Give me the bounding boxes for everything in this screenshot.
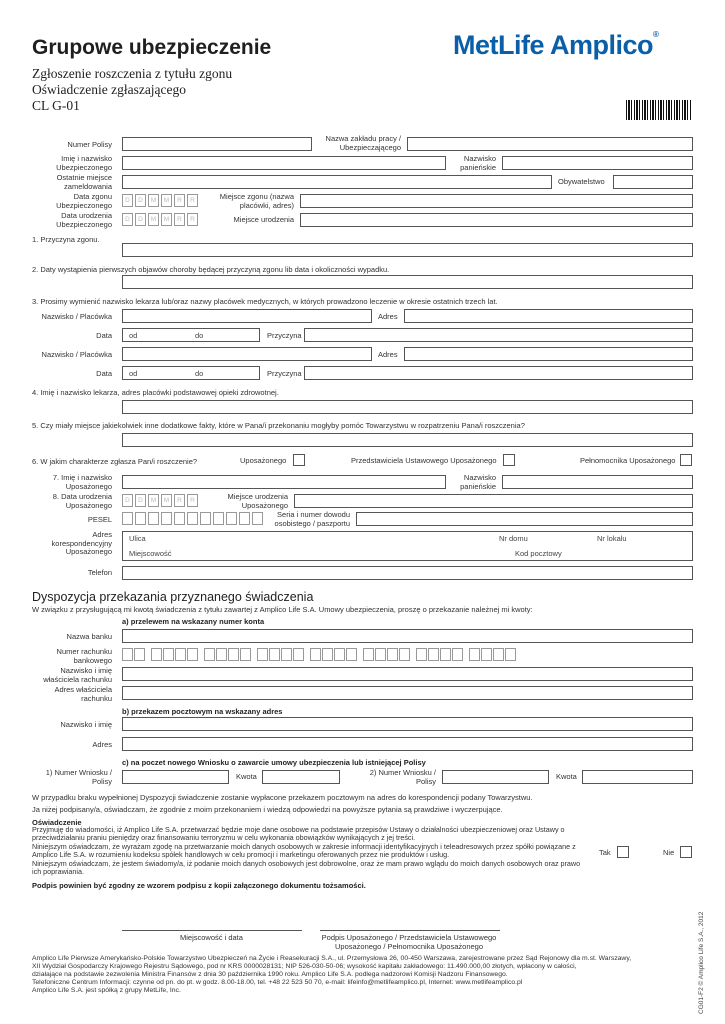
statement-p2: Niniejszym oświadczam, że wyrażam zgodę na przetwarzanie moich danych osobowych w zakresie informacji identyfikacyjnych i teleadresowych przez spółki powiązane z Amplico Life S.A. w rozumieniu kodeksu spółek handlowych w celu promocji i marketingu oferowanych przez nie produktów i usług. bbox=[32, 842, 576, 860]
q7-input[interactable] bbox=[122, 475, 446, 489]
death-date-label: Data zgonu Ubezpieczonego bbox=[56, 192, 112, 210]
q7-maiden-label: Nazwisko panieńskie bbox=[460, 473, 496, 491]
date-cell[interactable]: D bbox=[122, 213, 133, 226]
owner-input[interactable] bbox=[122, 667, 693, 681]
date-cell[interactable]: M bbox=[161, 494, 172, 507]
date-cell[interactable]: M bbox=[148, 494, 159, 507]
pesel-cell[interactable] bbox=[226, 512, 237, 525]
date-cell[interactable]: M bbox=[161, 194, 172, 207]
b-name-label: Nazwisko i imię bbox=[60, 720, 112, 729]
statement-p1: Przyjmuję do wiadomości, iż Amplico Life S.A. przetwarzać będzie moje dane osobowe na podstawie przepisów Ustawy o działalności ubezpieczeniowej oraz Ustawy o przeciwdziałaniu praniu pieniędzy oraz finansowaniu terroryzmu w celu wykonania obowiązków wynikających z jej treści. bbox=[32, 825, 565, 843]
employer-input[interactable] bbox=[407, 137, 693, 151]
pesel-cell[interactable] bbox=[213, 512, 224, 525]
statement-p3: Niniejszym oświadczam, że jestem świadomy/a, iż podanie moich danych osobowych jest dobrowolne, oraz że mam prawo wglądu do moich danych osobowych oraz prawo ich poprawiania. bbox=[32, 859, 581, 877]
pesel-cell[interactable] bbox=[174, 512, 185, 525]
owner-label: Nazwisko i imię właściciela rachunku bbox=[43, 666, 112, 684]
birth-date-label: Data urodzenia Ubezpieczonego bbox=[56, 211, 112, 229]
q5-input[interactable] bbox=[122, 433, 693, 447]
q3-date-label: Data bbox=[96, 369, 112, 378]
c2-amount-input[interactable] bbox=[582, 770, 693, 784]
page-title: Grupowe ubezpieczenie bbox=[32, 36, 272, 59]
address-label: Ostatnie miejsce zameldowania bbox=[56, 173, 112, 191]
payout-note-1: W przypadku braku wypełnionej Dyspozycji świadczenie zostanie wypłacone przekazem pocztowym na adres do korespondencji podany Towarzystwu. bbox=[32, 793, 533, 802]
pesel-cell[interactable] bbox=[148, 512, 159, 525]
account-cell[interactable] bbox=[204, 648, 215, 661]
date-cell[interactable]: D bbox=[135, 194, 146, 207]
q8-place-label: Miejsce urodzenia Uposażonego bbox=[227, 492, 288, 510]
account-cell[interactable] bbox=[363, 648, 374, 661]
q3-name-input-1[interactable] bbox=[122, 309, 372, 323]
q3-date-input-2[interactable]: od do bbox=[122, 366, 260, 380]
insured-maiden-input[interactable] bbox=[502, 156, 693, 170]
insured-name-label: Imię i nazwisko Ubezpieczonego bbox=[56, 154, 112, 172]
bank-input[interactable] bbox=[122, 629, 693, 643]
id-doc-input[interactable] bbox=[356, 512, 693, 526]
phone-input[interactable] bbox=[122, 566, 693, 580]
q3-date-input-1[interactable]: od do bbox=[122, 328, 260, 342]
id-doc-label: Seria i numer dowodu osobistego / paszportu bbox=[274, 510, 350, 528]
consent-no-checkbox[interactable] bbox=[680, 846, 692, 858]
account-cell[interactable] bbox=[240, 648, 251, 661]
account-cell[interactable] bbox=[375, 648, 386, 661]
q6-text: 6. W jakim charakterze zgłasza Pan/i roszczenie? bbox=[32, 457, 198, 466]
death-date-cells[interactable] bbox=[122, 194, 198, 207]
date-cell[interactable]: M bbox=[148, 213, 159, 226]
q6-opt2-checkbox[interactable] bbox=[503, 454, 515, 466]
c2-input[interactable] bbox=[442, 770, 549, 784]
payout-a: a) przelewem na wskazany numer konta bbox=[122, 617, 265, 626]
b-name-input[interactable] bbox=[122, 717, 693, 731]
phone-label: Telefon bbox=[87, 568, 112, 577]
payout-title: Dyspozycja przekazania przyznanego świadczenia bbox=[32, 590, 314, 604]
account-cell[interactable] bbox=[346, 648, 357, 661]
q2-text: 2. Daty wystąpienia pierwszych objawów choroby będącej przyczyną zgonu lib data i okoliczności wypadku. bbox=[32, 265, 390, 274]
date-cell[interactable]: D bbox=[122, 194, 133, 207]
date-cell[interactable]: R bbox=[174, 213, 185, 226]
death-place-label: Miejsce zgonu (nazwa placówki, adres) bbox=[219, 192, 294, 210]
account-cell[interactable] bbox=[281, 648, 292, 661]
owner-addr-label: Adres właściciela rachunku bbox=[54, 685, 112, 703]
insured-maiden-label: Nazwisko panieńskie bbox=[460, 154, 496, 172]
account-cells[interactable] bbox=[122, 648, 516, 661]
pesel-cell[interactable] bbox=[187, 512, 198, 525]
q4-text: 4. Imię i nazwisko lekarza, adres placówki podstawowej opieki zdrowotnej. bbox=[32, 388, 279, 397]
insured-name-input[interactable] bbox=[122, 156, 446, 170]
account-cell[interactable] bbox=[493, 648, 504, 661]
account-cell[interactable] bbox=[416, 648, 427, 661]
account-cell[interactable] bbox=[175, 648, 186, 661]
birth-place-input[interactable] bbox=[300, 213, 693, 227]
q7-label: 7. Imię i nazwisko Uposażonego bbox=[52, 473, 112, 491]
account-cell[interactable] bbox=[481, 648, 492, 661]
q3-name-label: Nazwisko / Placówka bbox=[41, 312, 112, 321]
c1-label: 1) Numer Wniosku / Polisy bbox=[45, 768, 112, 786]
subtitle-2: Oświadczenie zgłaszającego bbox=[32, 82, 187, 97]
q1-text: 1. Przyczyna zgonu. bbox=[32, 235, 100, 244]
payout-intro: W związku z przysługującą mi kwotą świadczenia z tytułu zawartej z Amplico Life S.A. Umowy ubezpieczenia, proszę o przekazanie należnej mi kwoty: bbox=[32, 605, 533, 614]
account-cell[interactable] bbox=[428, 648, 439, 661]
q3-addr-label: Adres bbox=[378, 350, 398, 359]
footer-line-2: XII Wydział Gospodarczy Krajowego Rejestru Sądowego, pod nr KRS 0000028131; NIP 526-030-50-06; wysokość kapitału zakładowego: 11.490.000,00 złotych, wpłacony w całości, bbox=[32, 963, 577, 970]
signature-line[interactable] bbox=[320, 930, 500, 931]
date-cell[interactable]: D bbox=[122, 494, 133, 507]
bank-label: Nazwa banku bbox=[66, 632, 112, 641]
q3-cause-input-1[interactable] bbox=[304, 328, 693, 342]
account-cell[interactable] bbox=[134, 648, 145, 661]
date-cell[interactable]: R bbox=[174, 494, 185, 507]
account-cell[interactable] bbox=[469, 648, 480, 661]
footer bbox=[32, 955, 682, 995]
account-cell[interactable] bbox=[228, 648, 239, 661]
account-cell[interactable] bbox=[440, 648, 451, 661]
q1-input[interactable] bbox=[122, 243, 693, 257]
account-cell[interactable] bbox=[399, 648, 410, 661]
date-cell[interactable]: D bbox=[135, 213, 146, 226]
account-cell[interactable] bbox=[257, 648, 268, 661]
address-input[interactable] bbox=[122, 175, 552, 189]
date-cell[interactable]: R bbox=[187, 494, 198, 507]
account-cell[interactable] bbox=[387, 648, 398, 661]
c2-label: 2) Numer Wniosku / Polisy bbox=[369, 768, 436, 786]
account-cell[interactable] bbox=[452, 648, 463, 661]
q3-cause-label: Przyczyna bbox=[267, 369, 302, 378]
account-label: Numer rachunku bankowego bbox=[56, 647, 112, 665]
pesel-label: PESEL bbox=[87, 515, 112, 524]
payout-note-2: Ja niżej podpisany/a, oświadczam, że zgodnie z moim przekonaniem i wiedzą odpowiedzi na powyższe pytania są prawdziwe i wyczerpujące. bbox=[32, 805, 503, 814]
account-cell[interactable] bbox=[151, 648, 162, 661]
pesel-cell[interactable] bbox=[135, 512, 146, 525]
owner-addr-input[interactable] bbox=[122, 686, 693, 700]
q5-text: 5. Czy miały miejsce jakiekolwiek inne dodatkowe fakty, które w Pana/i przekonaniu mogłyby pomóc Towarzystwu w rozpatrzeniu Pana/i roszczenia? bbox=[32, 421, 525, 430]
footer-line-4: Telefoniczne Centrum Informacji: czynne od pn. do pt. w godz. 8.00-18.00, tel. +48 22 523 50 70, e-mail: lifeinfo@metlifeamplico.pl, Internet: www.metlifeamplico.pl bbox=[32, 979, 523, 986]
payout-c: c) na poczet nowego Wniosku o zawarcie umowy ubezpieczenia lub istniejącej Polisy bbox=[122, 758, 426, 767]
footer-line-1: Amplico Life Pierwsze Amerykańsko-Polskie Towarzystwo Ubezpieczeń na Życie i Reasekuracji S.A., ul. Przemysłowa 26, 00-450 Warszawa, zarejestrowane przez Sąd Rejonowy dla m.st. Warszawy, bbox=[32, 955, 632, 962]
date-cell[interactable]: R bbox=[187, 194, 198, 207]
q2-input[interactable] bbox=[122, 275, 693, 289]
account-cell[interactable] bbox=[187, 648, 198, 661]
policy-no-label: Numer Polisy bbox=[67, 140, 112, 149]
payout-b: b) przekazem pocztowym na wskazany adres bbox=[122, 707, 283, 716]
pesel-cell[interactable] bbox=[161, 512, 172, 525]
sign-note: Podpis powinien być zgodny ze wzorem podpisu z kopii załączonego dokumentu tożsamości. bbox=[32, 881, 366, 890]
q8-place-input[interactable] bbox=[294, 494, 693, 508]
date-cell[interactable]: M bbox=[161, 213, 172, 226]
subtitle-1: Zgłoszenie roszczenia z tytułu zgonu bbox=[32, 66, 233, 81]
q3-date-label: Data bbox=[96, 331, 112, 340]
q4-input[interactable] bbox=[122, 400, 693, 414]
death-place-input[interactable] bbox=[300, 194, 693, 208]
account-cell[interactable] bbox=[505, 648, 516, 661]
account-cell[interactable] bbox=[122, 648, 133, 661]
date-cell[interactable]: M bbox=[148, 194, 159, 207]
c1-input[interactable] bbox=[122, 770, 229, 784]
q6-opt3-label: Pełnomocnika Uposażonego bbox=[580, 456, 676, 465]
q3-name-label: Nazwisko / Placówka bbox=[41, 350, 112, 359]
q3-addr-input-1[interactable] bbox=[404, 309, 693, 323]
q3-name-input-2[interactable] bbox=[122, 347, 372, 361]
barcode bbox=[626, 100, 692, 120]
corr-addr-label: Adres korespondencyjny Uposażonego bbox=[51, 530, 112, 556]
account-cell[interactable] bbox=[269, 648, 280, 661]
q3-addr-input-2[interactable] bbox=[404, 347, 693, 361]
q3-cause-label: Przyczyna bbox=[267, 331, 302, 340]
policy-no-input[interactable] bbox=[122, 137, 312, 151]
form-code: CL G-01 bbox=[32, 98, 80, 113]
q6-opt1-checkbox[interactable] bbox=[293, 454, 305, 466]
signature-label: Podpis Uposażonego / Przedstawiciela Ustawowego Uposażonego / Pełnomocnika Uposażonego bbox=[321, 933, 497, 951]
employer-label: Nazwa zakładu pracy / Ubezpieczającego bbox=[325, 134, 401, 152]
account-cell[interactable] bbox=[334, 648, 345, 661]
q3-text: 3. Prosimy wymienić nazwisko lekarza lub/oraz nazwy placówek medycznych, w których prowadzono leczenie w okresie ostatnich trzech lat. bbox=[32, 297, 498, 306]
account-cell[interactable] bbox=[322, 648, 333, 661]
consent-yes-checkbox[interactable] bbox=[617, 846, 629, 858]
date-cell[interactable]: R bbox=[187, 213, 198, 226]
q3-addr-label: Adres bbox=[378, 312, 398, 321]
consent-yes-label: Tak bbox=[599, 848, 611, 857]
c1-amount-label: Kwota bbox=[236, 772, 257, 781]
birth-place-label: Miejsce urodzenia bbox=[233, 215, 294, 224]
footer-line-5: Amplico Life S.A. jest spółką z grupy MetLife, Inc. bbox=[32, 987, 181, 994]
pesel-cells[interactable] bbox=[122, 512, 263, 525]
pesel-cell[interactable] bbox=[239, 512, 250, 525]
q7-maiden-input[interactable] bbox=[502, 475, 693, 489]
account-cell[interactable] bbox=[293, 648, 304, 661]
metlife-amplico-logo: MetLife Amplico® bbox=[453, 30, 659, 60]
citizenship-input[interactable] bbox=[613, 175, 693, 189]
statement-title: Oświadczenie bbox=[32, 818, 82, 827]
account-cell[interactable] bbox=[216, 648, 227, 661]
q6-opt2-label: Przedstawiciela Ustawowego Uposażonego bbox=[351, 456, 497, 465]
birth-date-cells[interactable] bbox=[122, 213, 198, 226]
q6-opt3-checkbox[interactable] bbox=[680, 454, 692, 466]
footer-line-3: działające na podstawie zezwolenia Ministra Finansów z dnia 30 października 1990 roku. Amplico Life S.A. podlega nadzorowi Komisji Nadzoru Finansowego. bbox=[32, 971, 508, 978]
place-date-label: Miejscowość i data bbox=[180, 933, 243, 942]
c1-amount-input[interactable] bbox=[262, 770, 340, 784]
consent-no-label: Nie bbox=[663, 848, 675, 857]
side-code: CG01-F2 © Amplico Life S.A., 2012 bbox=[698, 911, 705, 1014]
b-addr-input[interactable] bbox=[122, 737, 693, 751]
q8-label: 8. Data urodzenia Uposażonego bbox=[52, 492, 112, 510]
account-cell[interactable] bbox=[163, 648, 174, 661]
pesel-cell[interactable] bbox=[200, 512, 211, 525]
citizenship-label: Obywatelstwo bbox=[558, 177, 605, 186]
date-cell[interactable]: R bbox=[174, 194, 185, 207]
account-cell[interactable] bbox=[310, 648, 321, 661]
q3-cause-input-2[interactable] bbox=[304, 366, 693, 380]
date-cell[interactable]: D bbox=[135, 494, 146, 507]
pesel-cell[interactable] bbox=[122, 512, 133, 525]
corr-addr-input[interactable]: Ulica Nr domu Nr lokalu Miejscowość Kod pocztowy bbox=[122, 531, 693, 561]
q6-opt1-label: Uposażonego bbox=[240, 456, 287, 465]
b-addr-label: Adres bbox=[92, 740, 112, 749]
c2-amount-label: Kwota bbox=[556, 772, 577, 781]
q8-date-cells[interactable] bbox=[122, 494, 198, 507]
place-date-line[interactable] bbox=[122, 930, 302, 931]
